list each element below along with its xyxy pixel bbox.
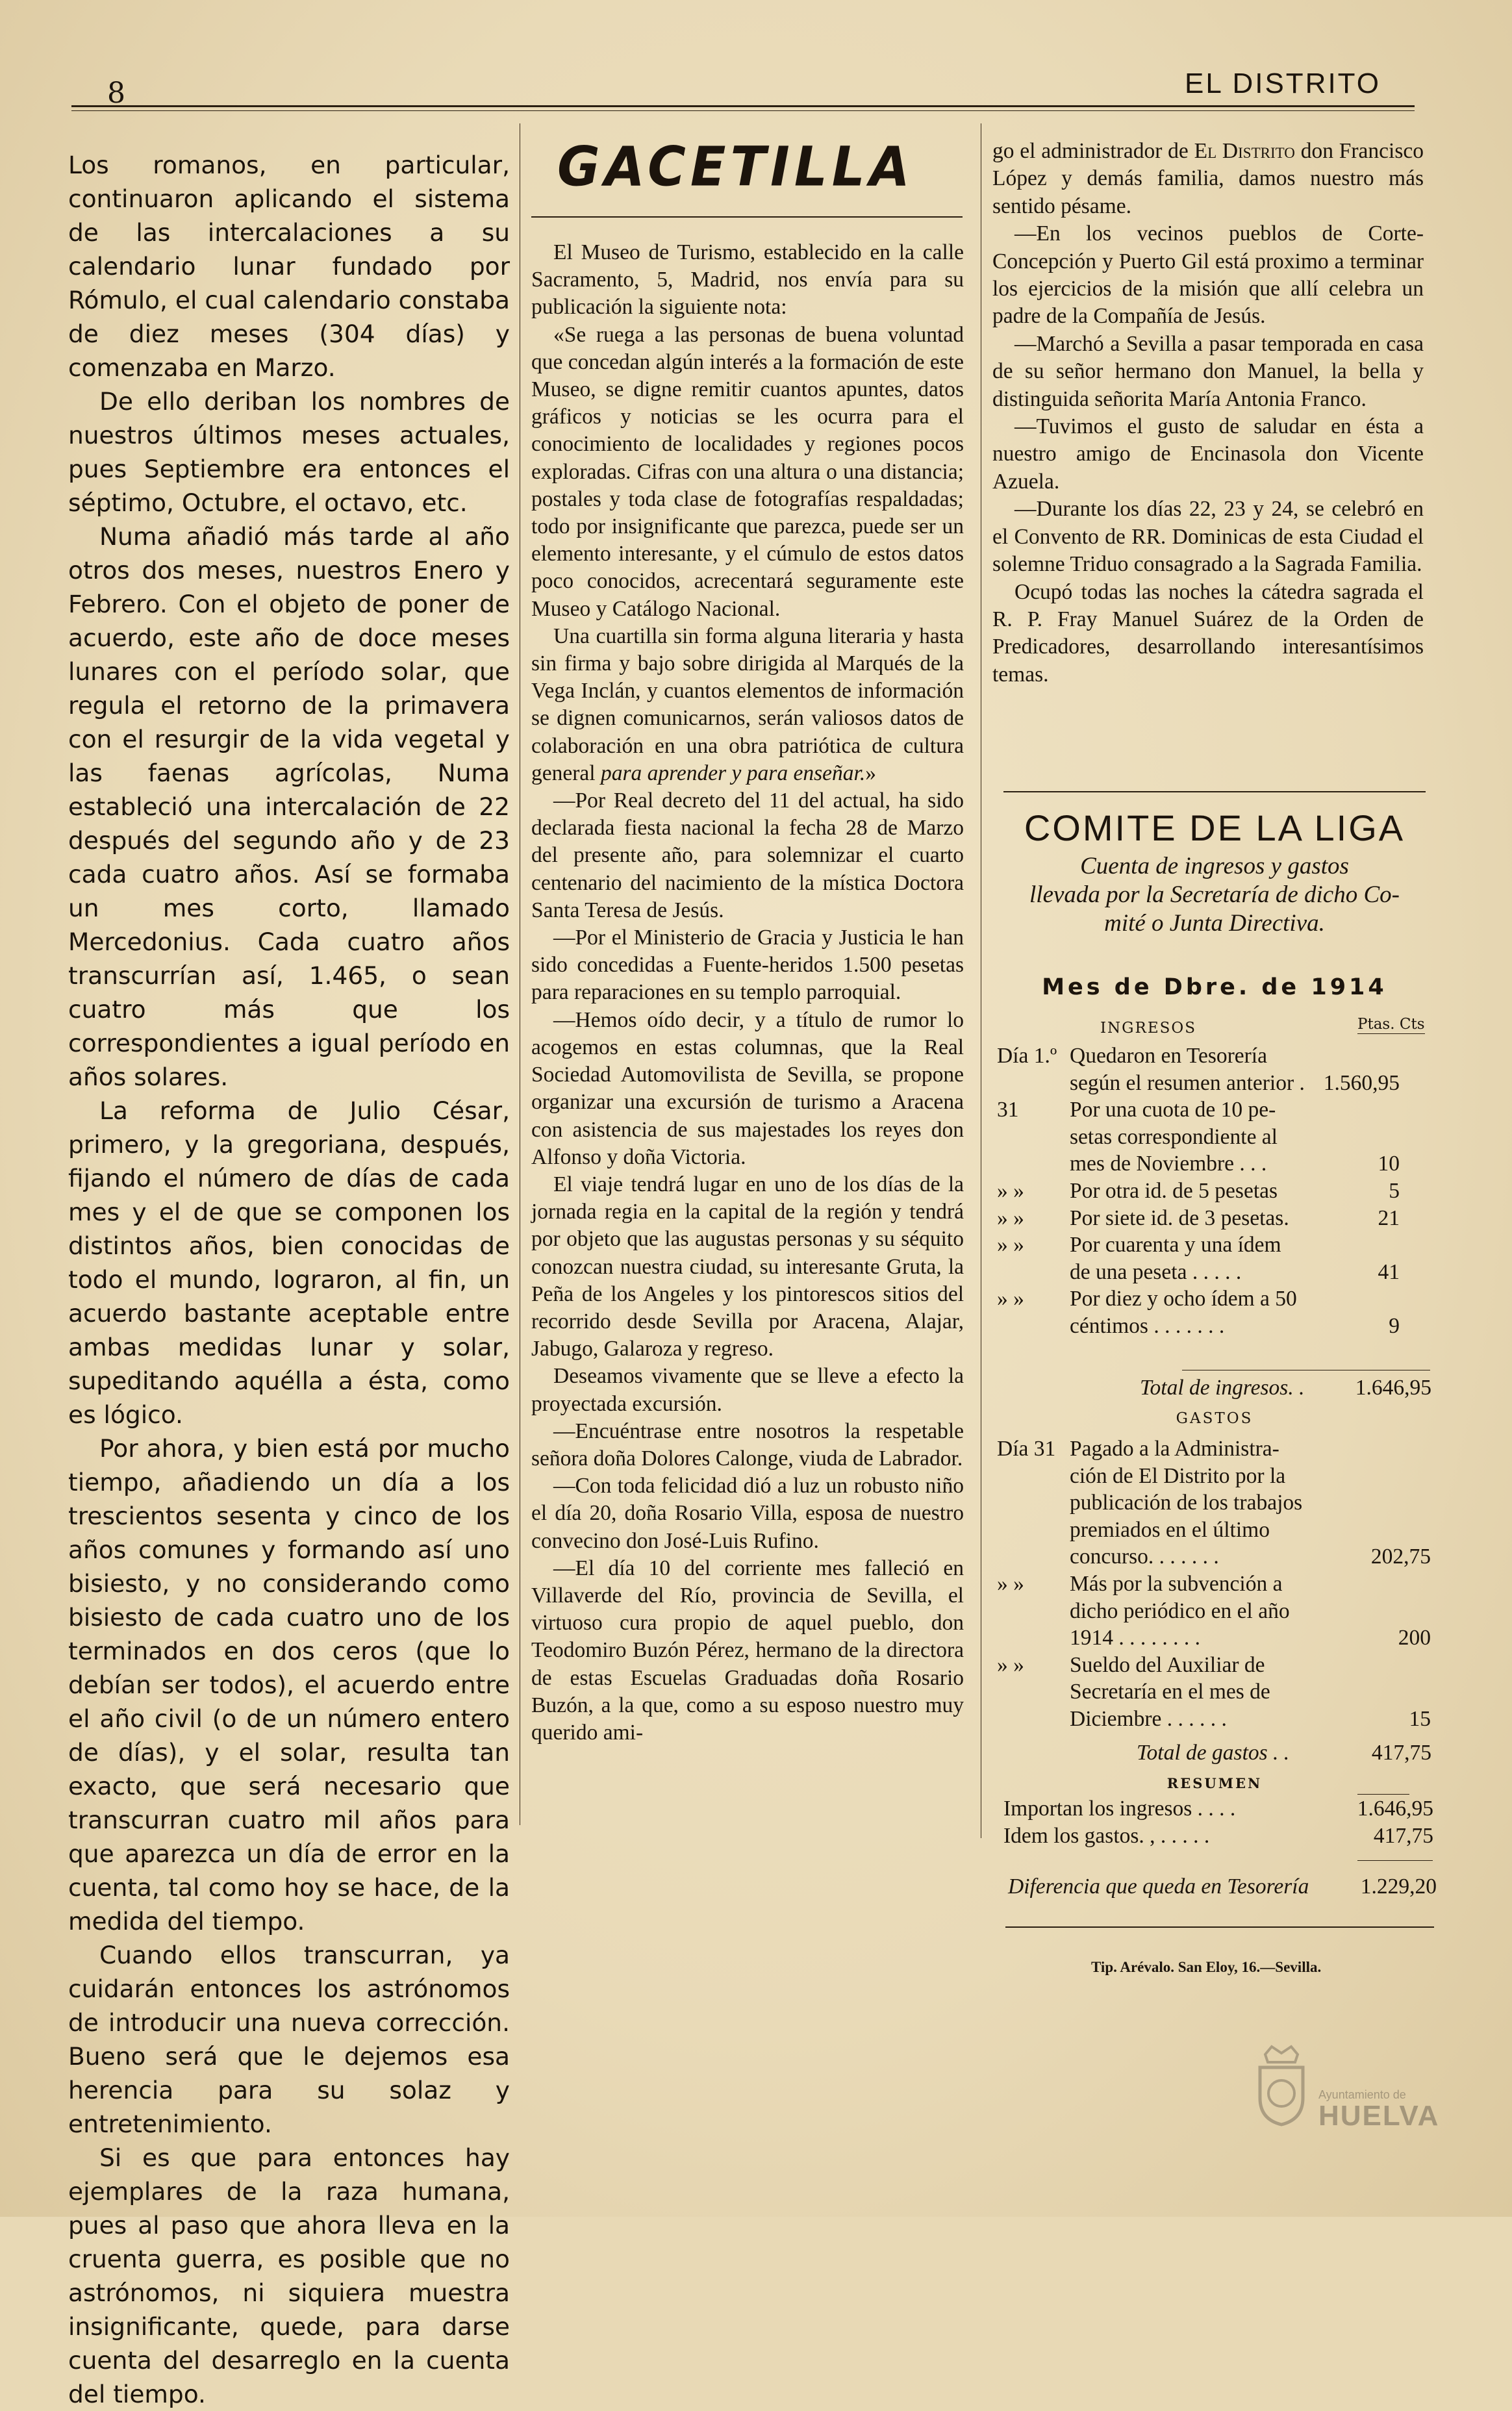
ledger-row — [997, 1678, 1431, 1706]
ledger-row — [997, 1543, 1431, 1571]
ledger-amount: 1.560,95 — [1323, 1070, 1400, 1095]
paragraph: —Marchó a Sevilla a pasar temporada en casa de su señor hermano don Manuel, la bella y distinguida señorita María Antonia Franco. — [992, 331, 1424, 411]
ledger-date: » » — [997, 1178, 1024, 1203]
paragraph: Por ahora, y bien está por mucho tiempo, añadiendo un día a los trescientos sesenta y cinco de los años comunes y formando así uno bisiesto, y no considerando como bisiesto de cada cuatro uno de los terminados en dos ceros (que lo debían ser todos), el acuerdo entre el año civil (o de un número entero de días), y el solar, resulta tan exacto, que será necesario que transcurran cuatro mil años para que aparezca un día de error en la cuenta, tal como hoy se hace, de la medida del tiempo. — [68, 1434, 510, 1936]
comite-subtitle — [999, 852, 1430, 938]
paragraph: —Encuéntrase entre nosotros la respetable señora doña Dolores Calonge, viuda de Labrador. — [531, 1419, 964, 1471]
gastos-heading: GASTOS — [1176, 1410, 1254, 1427]
diferencia-amount: 1.229,20 — [1360, 1875, 1437, 1899]
ledger-concept: dicho periódico en el año — [1070, 1598, 1290, 1623]
gastos-ledger — [997, 1435, 1431, 1733]
section-rule — [1003, 791, 1426, 792]
ledger-concept: Por otra id. de 5 pesetas — [1070, 1178, 1278, 1203]
ledger-amount: 1.646,95 — [1357, 1797, 1433, 1821]
subtitle-line: llevada por la Secretaría de dicho Co- — [1029, 881, 1400, 908]
gacetilla-column — [531, 239, 964, 1747]
ledger-concept: Quedaron en Tesorería — [1070, 1044, 1267, 1068]
total-gastos-amount: 417,75 — [1371, 1741, 1431, 1765]
total-ingresos-label: Total de ingresos. . — [1140, 1376, 1305, 1400]
ledger-amount: 15 — [1409, 1706, 1431, 1731]
currency-heading: Ptas. Cts — [1357, 1016, 1425, 1033]
ledger-row — [997, 1598, 1431, 1625]
ledger-date: » » — [997, 1571, 1024, 1596]
paragraph: —Durante los días 22, 23 y 24, se celebró en el Convento de RR. Dominicas de esta Ciudad el solemne Triduo consagrado a la Sagrada Familia. — [992, 497, 1424, 577]
ledger-amount: 21 — [1378, 1206, 1400, 1230]
paragraph-text: don Francisco López y demás familia, damos nuestro más sentido pésame. — [992, 139, 1424, 218]
ledger-date: » » — [997, 1287, 1024, 1311]
ledger-amount: 200 — [1398, 1626, 1431, 1650]
newspaper-name: El Distrito — [1194, 139, 1295, 163]
article-calendar — [68, 148, 510, 2411]
ledger-concept: 1914 . . . . . . . . — [1070, 1626, 1200, 1650]
ledger-row — [997, 1070, 1400, 1097]
printer-imprint: Tip. Arévalo. San Eloy, 16.—Sevilla. — [1091, 1959, 1322, 1975]
paragraph: Numa añadió más tarde al año otros dos meses, nuestros Enero y Febrero. Con el objeto de poner de acuerdo, este año de doce meses lunares con el período solar, que regula el retorno de la primavera con el resurgir de la vida vegetal y las faenas agrícolas, Numa estableció una intercalación de 22 después del segundo año y de 23 cada cuatro años. Así se formaba un mes corto, llamado Mercedonius. Cada cuatro años transcurrían así, 1.465, o sean cuatro más que los correspondientes a igual período en años solares. — [68, 522, 510, 1091]
paragraph: —Por el Ministerio de Gracia y Justicia le han sido concedidas a Fuente-heridos 1.500 pesetas para reparaciones en su templo parroquial. — [531, 926, 964, 1005]
ingresos-heading: INGRESOS — [1100, 1020, 1197, 1037]
paragraph — [531, 623, 964, 787]
ledger-concept: Importan los ingresos . . . . — [1003, 1797, 1236, 1821]
paragraph: Ocupó todas las noches la cátedra sagrada el R. P. Fray Manuel Suárez de la Orden de Predicadores, desarrollando interesantísimos temas. — [992, 579, 1424, 687]
ledger-concept: Secretaría en el mes de — [1070, 1680, 1270, 1704]
ledger-concept: de una peseta . . . . . — [1070, 1259, 1242, 1284]
paragraph: De ello deriban los nombres de nuestros últimos meses actuales, pues Septiembre era entonces el séptimo, Octubre, el octavo, etc. — [68, 387, 510, 517]
diferencia-line — [1008, 1875, 1437, 1899]
paragraph: «Se ruega a las personas de buena voluntad que concedan algún interés a la formación de este Museo, se digne remitir cuantos apuntes, datos gráficos y noticias se les ocurra para el conocimiento de localidades y regiones pocos exploradas. Cifras con una altura o una distancia; postales y toda clase de fotografías respaldadas; todo por insignificante que parezca, puede ser un elemento interesante, y el cúmulo de estos datos poco conocidos, acrecentará seguramente este Museo y Catálogo Nacional. — [531, 322, 964, 621]
ledger-concept: concurso. . . . . . . — [1070, 1545, 1219, 1569]
resumen-rule — [1357, 1794, 1409, 1795]
ledger-concept: Pagado a la Administra- — [1070, 1437, 1279, 1461]
ledger-date: Día 31 — [997, 1437, 1056, 1461]
comite-title: COMITE DE LA LIGA — [1024, 807, 1405, 848]
ledger-concept: Más por la subvención a — [1070, 1571, 1283, 1596]
total-gastos-label: Total de gastos . . — [1137, 1741, 1290, 1765]
closing-rule — [1005, 1926, 1434, 1928]
page-number: 8 — [107, 77, 125, 110]
ledger-row — [997, 1042, 1400, 1070]
ledger-row — [1003, 1795, 1433, 1823]
ledger-amount: 10 — [1378, 1152, 1400, 1176]
paragraph-text: go el administrador de — [992, 139, 1189, 163]
paragraph: El viaje tendrá lugar en uno de los días de la jornada regia en la capital de la región y tendrá por objeto que las augustas personas y su séquito conozcan nuestra ciudad, su interesante Gruta, la Peña de los Angeles y los pintorescos sitios del recorrido desde Sevilla por Aracena, Alajar, Jabugo, Galaroza y regreso. — [531, 1172, 964, 1361]
ledger-row — [997, 1489, 1431, 1517]
ledger-concept: setas correspondiente al — [1070, 1124, 1278, 1149]
ledger-amount: 5 — [1389, 1178, 1400, 1203]
resumen-total-rule — [1357, 1860, 1433, 1861]
ledger-row — [997, 1205, 1400, 1232]
section-title-gacetilla: GACETILLA — [557, 134, 914, 199]
ledger-row — [997, 1231, 1400, 1259]
resumen-ledger — [1003, 1795, 1433, 1849]
total-ingresos-amount: 1.646,95 — [1355, 1376, 1431, 1400]
ledger-concept: publicación de los trabajos — [1070, 1491, 1303, 1515]
ledger-concept: céntimos . . . . . . . — [1070, 1313, 1225, 1338]
ledger-row — [997, 1652, 1431, 1679]
paragraph: —Tuvimos el gusto de saludar en ésta a nuestro amigo de Encinasola don Vicente Azuela. — [992, 414, 1424, 494]
ledger-row — [1003, 1823, 1433, 1850]
subtitle-line: Cuenta de ingresos y gastos — [1080, 853, 1349, 879]
ledger-row — [997, 1259, 1400, 1286]
ledger-concept: según el resumen anterior . — [1070, 1070, 1305, 1095]
ledger-concept: Por cuarenta y una ídem — [1070, 1233, 1281, 1257]
watermark-big: HUELVA — [1318, 2100, 1440, 2132]
ledger-concept: Por siete id. de 3 pesetas. — [1070, 1206, 1289, 1230]
paragraph: —En los vecinos pueblos de Corte-Concepción y Puerto Gil está proximo a terminar los ejercicios de la misión que allí celebra un padre de la Compañía de Jesús. — [992, 221, 1424, 329]
ledger-date: » » — [997, 1233, 1024, 1257]
ingresos-ledger — [997, 1042, 1400, 1340]
ledger-row — [997, 1096, 1400, 1124]
ledger-amount: 41 — [1378, 1259, 1400, 1284]
month-heading: Mes de Dbre. de 1914 — [1042, 974, 1387, 1000]
paragraph: —Con toda felicidad dió a luz un robusto niño el día 20, doña Rosario Villa, esposa de nuestro convecino don José-Luis Rufino. — [531, 1474, 964, 1553]
paragraph: Si es que para entonces hay ejemplares de la raza humana, pues al paso que ahora lleva en la cruenta guerra, es posible que no astrónomos, ni siquiera muestra insignificante, quede, para darse cuenta del desarreglo en la cuenta del tiempo. — [68, 2143, 510, 2408]
ledger-concept: premiados en el último — [1070, 1517, 1270, 1542]
ledger-row — [997, 1435, 1431, 1463]
diferencia-label: Diferencia que queda en Tesorería — [1008, 1875, 1309, 1899]
coat-of-arms-icon — [1252, 2043, 1311, 2127]
ledger-row — [997, 1178, 1400, 1205]
watermark-small: Ayuntamiento de — [1318, 2088, 1406, 2101]
gacetilla-continued — [992, 138, 1424, 688]
ledger-concept: Por diez y ocho ídem a 50 — [1070, 1287, 1297, 1311]
resumen-heading: RESUMEN — [1166, 1775, 1263, 1791]
paragraph: Los romanos, en particular, continuaron aplicando el sistema de las intercalaciones a su calendario lunar fundado por Rómulo, el cual calendario constaba de diez meses (304 días) y comenzaba en Marzo. — [68, 151, 510, 382]
subtitle-line: mité o Junta Directiva. — [1104, 910, 1325, 937]
ledger-concept: Por una cuota de 10 pe- — [1070, 1098, 1276, 1122]
ledger-date: Día 1.º — [997, 1044, 1057, 1068]
ledger-amount: 417,75 — [1373, 1823, 1433, 1848]
ledger-date: » » — [997, 1652, 1024, 1677]
paragraph — [992, 138, 1424, 220]
paragraph: —Hemos oído decir, y a título de rumor lo acogemos en estas columnas, que la Real Sociedad Automovilista de Sevilla, se propone organizar una excursión de turismo a Aracena con asistencia de sus majestades los reyes don Alfonso y doña Victoria. — [531, 1007, 964, 1169]
closing-quote: » — [865, 761, 876, 785]
header-rule-thin — [71, 110, 1415, 111]
ledger-row — [997, 1463, 1431, 1490]
ledger-row — [997, 1313, 1400, 1340]
paragraph: Cuando ellos transcurran, ya cuidarán entonces los astrónomos de introducir una nueva corrección. Bueno será que le dejemos esa herencia para su solaz y entretenimiento. — [68, 1941, 510, 2138]
paragraph: —El día 10 del corriente mes falleció en Villaverde del Río, provincia de Sevilla, el virtuoso cura propio de aquel pueblo, don Teodomiro Buzón Pérez, hermano de la directora de estas Escuelas Graduadas doña Rosario Buzón, a la que, como a su esposo nuestro muy querido ami- — [531, 1556, 964, 1745]
ledger-concept: Diciembre . . . . . . — [1070, 1706, 1227, 1731]
section-rule — [531, 216, 963, 218]
ledger-concept: mes de Noviembre . . . — [1070, 1152, 1267, 1176]
watermark-text — [1318, 2088, 1439, 2130]
ledger-concept: ción de El Distrito por la — [1070, 1463, 1286, 1488]
paragraph: La reforma de Julio César, primero, y la gregoriana, después, fijando el número de días de cada mes y el de que se componen los distintos años, bien conocidas de todo el mundo, lograron, al fin, un acuerdo bastante aceptable entre ambas medidas lunar y solar, supeditando aquélla a ésta, como es lógico. — [68, 1096, 510, 1429]
ledger-concept: Sueldo del Auxiliar de — [1070, 1652, 1265, 1677]
ledger-date: 31 — [997, 1098, 1019, 1122]
paragraph: El Museo de Turismo, establecido en la calle Sacramento, 5, Madrid, nos envía para su publicación la siguiente nota: — [531, 240, 964, 320]
ledger-row — [997, 1124, 1400, 1151]
ledger-row — [997, 1571, 1431, 1598]
ledger-concept: Idem los gastos. , . . . . . — [1003, 1823, 1210, 1848]
ledger-row — [997, 1624, 1431, 1652]
paragraph: Deseamos vivamente que se lleve a efecto la proyectada excursión. — [531, 1364, 964, 1416]
ledger-row — [997, 1285, 1400, 1313]
ledger-amount: 202,75 — [1370, 1545, 1431, 1569]
ledger-date: » » — [997, 1206, 1024, 1230]
paragraph: —Por Real decreto del 11 del actual, ha sido declarada fiesta nacional la fecha 28 de Marzo del presente año, para solemnizar el cuarto centenario del nacimiento de la mística Doctora Santa Teresa de Jesús. — [531, 789, 964, 922]
header-rule — [71, 105, 1415, 107]
paragraph-text: Una cuartilla sin forma alguna literaria y hasta sin firma y bajo sobre dirigida al Marqués de la Vega Inclán, y cuantos elementos de información se dignen comunicarnos, serán valiosos datos de colaboración en una obra patriótica de cultura general — [531, 624, 964, 785]
italic-phrase: para aprender y para enseñar. — [600, 761, 866, 785]
newspaper-title: EL DISTRITO — [1185, 68, 1381, 99]
ledger-amount: 9 — [1389, 1313, 1400, 1338]
ledger-row — [997, 1150, 1400, 1178]
ledger-row — [997, 1706, 1431, 1733]
ledger-row — [997, 1517, 1431, 1544]
